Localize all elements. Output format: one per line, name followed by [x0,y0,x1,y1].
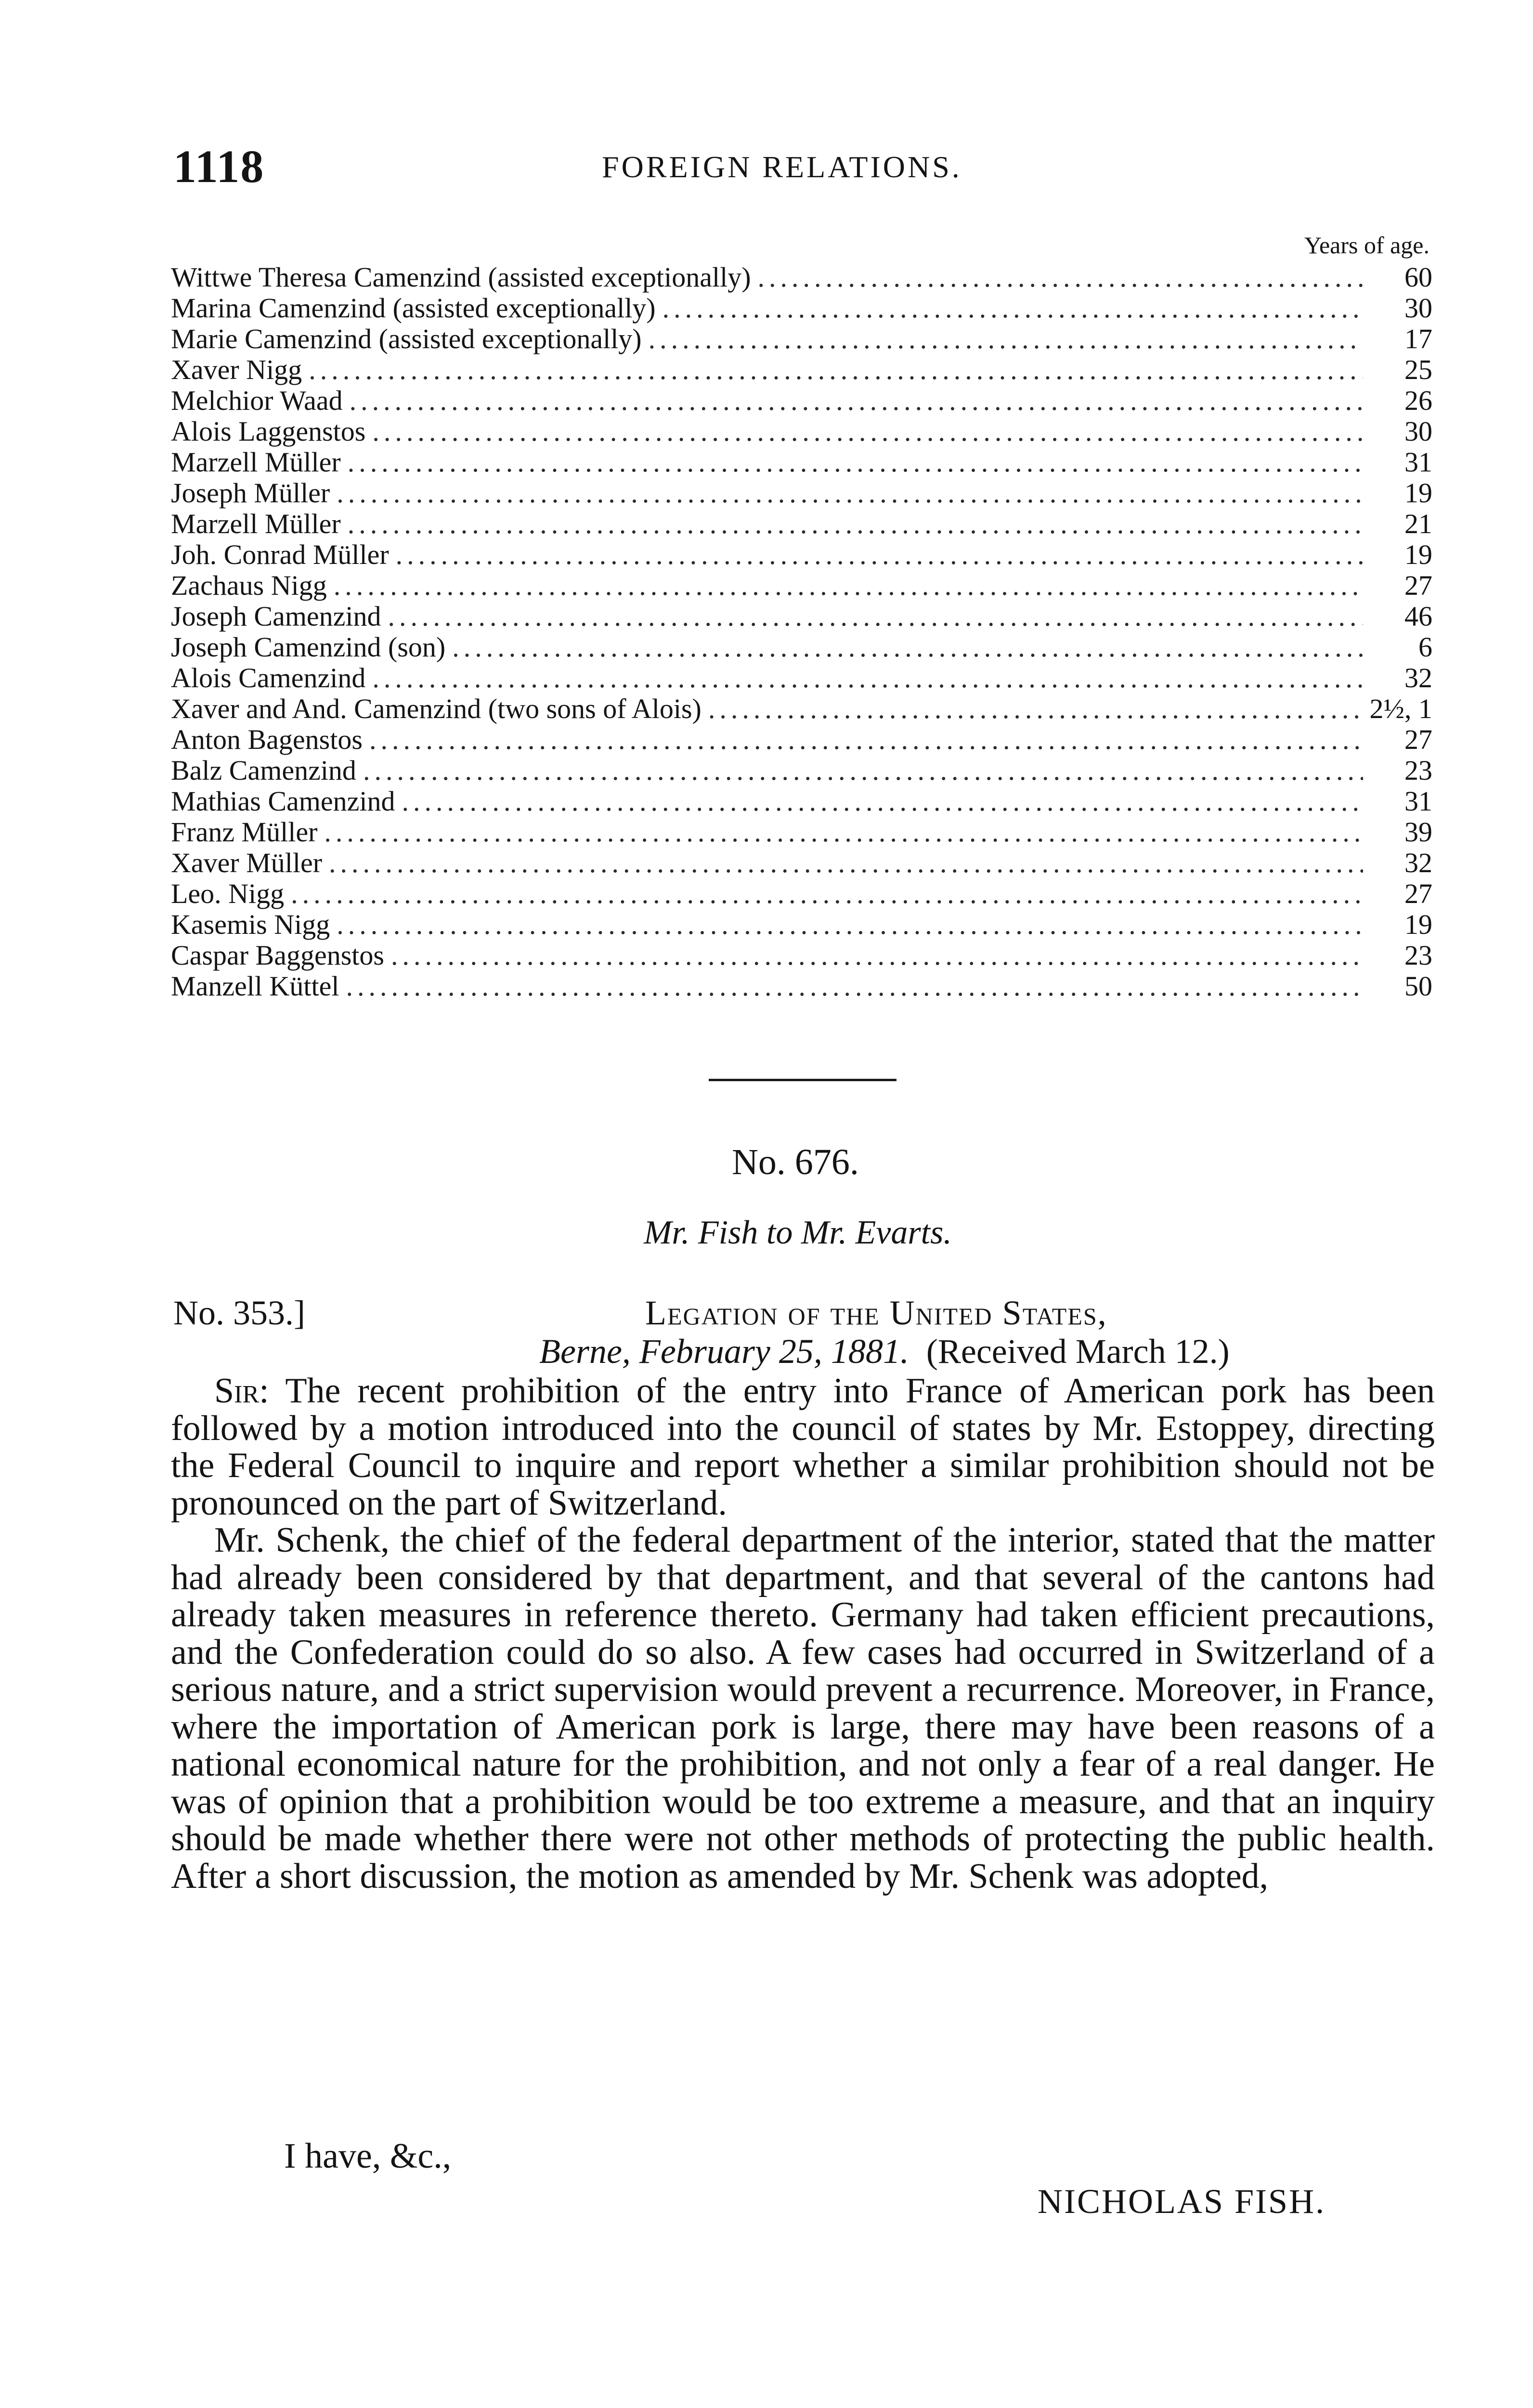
person-name: Xaver Nigg [171,354,302,385]
paragraph-1 [171,1373,1435,1522]
table-row [171,384,1432,415]
age-value: 27 [1404,724,1432,755]
page-header [173,140,1425,193]
dot-leader [309,353,1363,386]
dot-leader [758,261,1363,293]
person-name: Wittwe Theresa Camenzind (assisted exceptionally) [171,262,751,293]
dot-leader [337,908,1363,941]
dot-leader [452,631,1363,663]
table-row [171,569,1432,600]
document-title: Mr. Fish to Mr. Evarts. [644,1214,952,1251]
table-row [171,908,1432,939]
dot-leader [372,415,1363,447]
person-name: Joseph Camenzind (son) [171,631,446,663]
paragraph-1-text: The recent prohibition of the entry into France of American pork has been followed by a motion introduced into the council of states by Mr. Estoppey, directing the Federal Council to inquire and report whether a similar prohibition should not be pronounced on the part of Switzerland. [171,1371,1435,1523]
place-and-date: Berne, February 25, 1881. [539,1332,909,1371]
page-number: 1118 [173,141,265,192]
age-value: 19 [1404,477,1432,509]
age-value: 17 [1404,323,1432,354]
table-row [171,261,1432,292]
age-value: 39 [1404,816,1432,848]
table-row [171,662,1432,693]
age-value: 50 [1404,970,1432,1002]
age-value: 25 [1404,354,1432,385]
table-body [171,261,1432,1001]
person-name: Xaver Müller [171,847,323,878]
dot-leader [391,939,1363,971]
dot-leader [350,384,1363,417]
dispatch-number: No. 353.] [173,1294,305,1332]
table-row [171,323,1432,353]
table-row [171,415,1432,446]
dot-leader [363,754,1363,786]
age-value: 2½, 1 [1369,693,1432,724]
dot-leader [649,323,1363,355]
person-name: Marie Camenzind (assisted exceptionally) [171,323,642,354]
person-name: Mathias Camenzind [171,785,395,817]
person-name: Caspar Baggenstos [171,940,384,971]
table-row [171,538,1432,569]
person-name: Balz Camenzind [171,755,356,786]
person-name: Marina Camenzind (assisted exceptionally) [171,292,656,324]
running-title: FOREIGN RELATIONS. [602,150,962,184]
legation-heading: Legation of the United States, [645,1294,1107,1332]
table-row [171,939,1432,970]
person-name: Franz Müller [171,816,318,848]
table-row [171,754,1432,785]
dot-leader [372,662,1363,694]
paragraph-2: Mr. Schenk, the chief of the federal department of the interior, stated that the matter had already been considered by that department, and that several of the cantons had already taken measures in reference thereto. Germany had taken efficient precautions, and the Confederation could do so also. A few cases had occurred in Switzerland of a serious nature, and a strict supervision would prevent a recurrence. Moreover, in France, where the importation of American pork is large, there may have been reasons of a national economical nature for the prohibition, and not only a fear of a real danger. He was of opinion that a prohibition would be too extreme a measure, and that an inquiry should be made whether there were not other methods of protecting the public health. After a short discussion, the motion as amended by Mr. Schenk was adopted, [171,1520,1435,1896]
table-row [171,877,1432,908]
dot-leader [396,538,1363,571]
age-value: 30 [1404,416,1432,447]
salutation: Sir: [214,1371,269,1411]
age-value: 23 [1404,755,1432,786]
dot-leader [369,723,1363,756]
person-name: Alois Laggenstos [171,416,366,447]
age-value: 6 [1418,631,1432,663]
names-table [171,231,1432,1001]
table-row [171,723,1432,754]
dot-leader [329,847,1363,879]
dot-leader [402,785,1363,817]
table-row [171,508,1432,538]
dot-leader [337,477,1363,509]
age-value: 19 [1404,909,1432,940]
person-name: Alois Camenzind [171,662,366,694]
column-header-years-of-age: Years of age. [1304,232,1429,259]
person-name: Joseph Müller [171,477,330,509]
dot-leader [663,292,1363,324]
table-row [171,785,1432,816]
person-name: Xaver and And. Camenzind (two sons of Alois) [171,693,702,724]
dot-leader [388,600,1363,632]
age-value: 32 [1404,662,1432,694]
dot-leader [348,446,1363,478]
received-date: (Received March 12.) [926,1332,1230,1371]
person-name: Anton Bagenstos [171,724,363,755]
letter-body [171,1373,1435,1895]
age-value: 23 [1404,940,1432,971]
person-name: Marzell Müller [171,446,341,478]
person-name: Joseph Camenzind [171,601,381,632]
age-value: 27 [1404,878,1432,909]
dot-leader [348,508,1363,540]
person-name: Zachaus Nigg [171,570,327,601]
person-name: Manzell Küttel [171,970,339,1002]
table-row [171,847,1432,877]
table-row [171,292,1432,323]
table-row [171,631,1432,662]
age-value: 31 [1404,446,1432,478]
dot-leader [291,877,1363,910]
age-value: 27 [1404,570,1432,601]
age-value: 19 [1404,539,1432,570]
age-value: 21 [1404,508,1432,539]
closing: I have, &c., [284,2136,452,2176]
table-row [171,970,1432,1001]
age-value: 26 [1404,385,1432,416]
dot-leader [346,970,1363,1002]
dot-leader [324,816,1363,848]
dateline [539,1332,1230,1372]
person-name: Leo. Nigg [171,878,285,909]
document-number: No. 676. [732,1142,859,1182]
table-row [171,446,1432,477]
person-name: Joh. Conrad Müller [171,539,389,570]
dot-leader [708,693,1363,725]
age-value: 30 [1404,292,1432,324]
age-value: 32 [1404,847,1432,878]
age-value: 31 [1404,785,1432,817]
person-name: Melchior Waad [171,385,343,416]
dot-leader [334,569,1363,602]
table-row [171,816,1432,847]
person-name: Kasemis Nigg [171,909,330,940]
table-row [171,693,1432,723]
table-row [171,353,1432,384]
age-value: 60 [1404,262,1432,293]
table-row [171,477,1432,508]
signature: NICHOLAS FISH. [1038,2182,1326,2221]
table-row [171,600,1432,631]
section-divider [709,1079,896,1081]
age-value: 46 [1404,601,1432,632]
person-name: Marzell Müller [171,508,341,539]
